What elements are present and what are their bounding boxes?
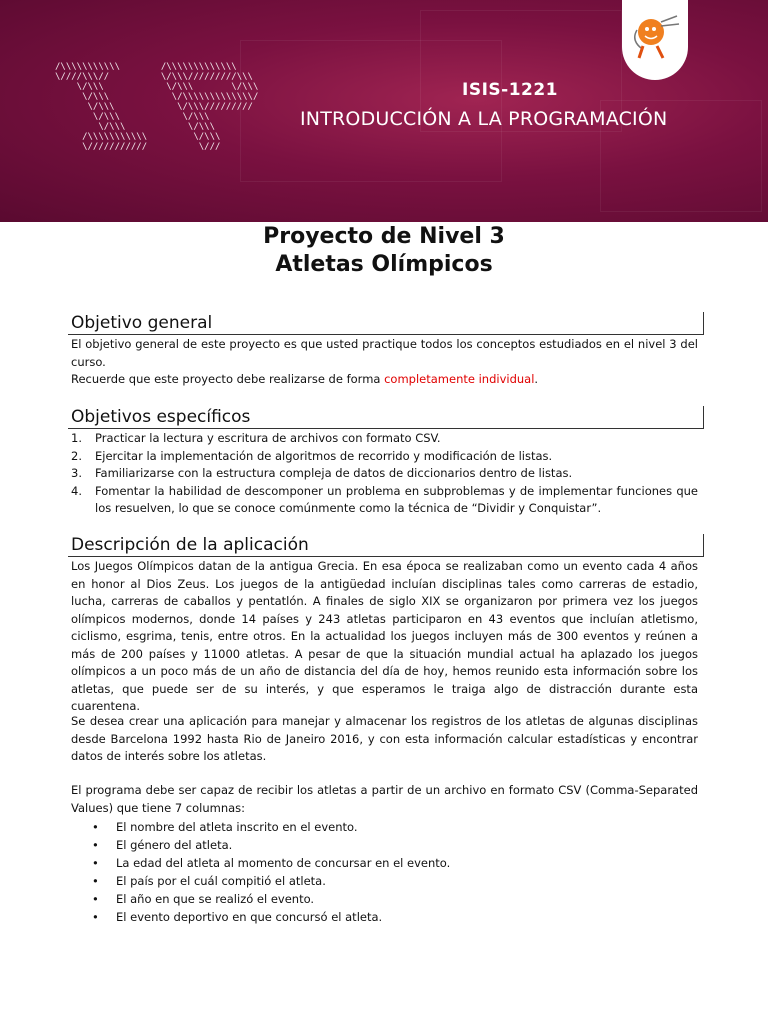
reminder-pre: Recuerde que este proyecto debe realizarse de forma — [71, 372, 385, 386]
document-title: Proyecto de Nivel 3 — [263, 224, 505, 249]
list-item — [71, 448, 698, 466]
list-number: 4. — [71, 483, 82, 498]
mascot-icon — [627, 8, 683, 68]
csv-columns-list — [92, 818, 692, 926]
reminder-post: . — [534, 372, 539, 386]
university-logo — [622, 0, 688, 80]
list-text: El evento deportivo en que concursó el atleta. — [116, 910, 383, 924]
descripcion-paragraph-1: Los Juegos Olímpicos datan de la antigua Grecia. En esa época se realizaban como un evento cada 4 años en honor al Dios Zeus. Los juegos de la antigüedad incluían disciplinas tales como carreras de estadio, lucha, carreras de caballos y pentatlón. A finales de siglo XIX se organizaron por primera vez los juegos olímpicos modernos, donde 14 países y 243 atletas participaron en 43 eventos que incluían atletismo, ciclismo, esgrima, tenis, entre otros. En la actualidad los juegos incluyen más de 300 eventos y reúnen a más de 200 países y 11000 atletas. A pesar de que la situación mundial actual ha aplazado los juegos olímpicos a un poco más de un año de distancia del día de hoy, hemos reunido esta información sobre los atletas, que puede ser de su interés, y que esperamos le traiga algo de distracción durante esta cuarentena. — [71, 559, 698, 713]
list-item — [92, 872, 692, 890]
objetivo-general-text — [71, 336, 698, 389]
bullet: • — [92, 820, 99, 834]
document-subtitle: Atletas Olímpicos — [275, 252, 493, 277]
list-item — [92, 836, 692, 854]
section-heading-descripcion: Descripción de la aplicación — [68, 534, 704, 557]
list-text: Practicar la lectura y escritura de archivos con formato CSV. — [95, 431, 441, 445]
ip-logo-p: /\\\\\\\\\\\\\ \/\\\/////////\\\ \/\\\ \/\\\ \/\\\\\\\\\\\\\/ \/\\\///////// \/\\\ \/\\\ \/\\\ \/// — [160, 62, 259, 152]
list-text: El país por el cuál compitió el atleta. — [116, 874, 326, 888]
list-text: Fomentar la habilidad de descomponer un problema en subproblemas y de implementar funciones que los resuelven, lo que se conoce comúnmente como la técnica de “Dividir y Conquistar”. — [95, 483, 698, 515]
list-item — [71, 465, 698, 483]
descripcion-paragraph-2: Se desea crear una aplicación para manejar y almacenar los registros de los atletas de algunas disciplinas desde Barcelona 1992 hasta Rio de Janeiro 2016, y con esta información calcular estadísticas y encontrar datos de interés sobre los atletas. — [71, 714, 698, 763]
list-item — [71, 483, 698, 518]
list-item — [92, 854, 692, 872]
section-heading-objetivos-especificos: Objetivos específicos — [68, 406, 704, 429]
bullet: • — [92, 910, 99, 924]
bullet: • — [92, 838, 99, 852]
bullet: • — [92, 874, 99, 888]
course-name: INTRODUCCIÓN A LA PROGRAMACIÓN — [300, 108, 668, 130]
list-text: Ejercitar la implementación de algoritmos de recorrido y modificación de listas. — [95, 448, 553, 463]
bullet: • — [92, 856, 99, 870]
section-heading-objetivo-general: Objetivo general — [68, 312, 704, 335]
list-text: El nombre del atleta inscrito en el evento. — [116, 820, 358, 834]
reminder-highlight: completamente individual — [384, 372, 535, 386]
course-code: ISIS-1221 — [462, 80, 559, 100]
objetivo-general-line1: El objetivo general de este proyecto es que usted practique todos los conceptos estudiados en el nivel 3 del curso. — [71, 337, 698, 369]
list-number: 1. — [71, 431, 82, 445]
header-banner — [0, 0, 768, 222]
list-number: 3. — [71, 466, 82, 480]
objetivos-list — [71, 430, 698, 518]
list-text: La edad del atleta al momento de concursar en el evento. — [116, 856, 451, 870]
bullet: • — [92, 892, 99, 906]
descripcion-paragraph-3: El programa debe ser capaz de recibir los atletas a partir de un archivo en formato CSV (Comma-Separated Values) que tiene 7 columnas: — [71, 783, 698, 815]
list-text: Familiarizarse con la estructura compleja de datos de diccionarios dentro de listas. — [95, 466, 573, 480]
list-number: 2. — [71, 448, 82, 463]
list-text: El género del atleta. — [116, 838, 233, 852]
ip-logo-i: /\\\\\\\\\\\ \////\\\// \/\\\ \/\\\ \/\\\ \/\\\ \/\\\ /\\\\\\\\\\\ \/////////// — [55, 62, 148, 152]
list-item — [92, 908, 692, 926]
list-item — [92, 890, 692, 908]
list-item — [92, 818, 692, 836]
list-text: El año en que se realizó el evento. — [116, 892, 315, 906]
list-item — [71, 430, 698, 448]
